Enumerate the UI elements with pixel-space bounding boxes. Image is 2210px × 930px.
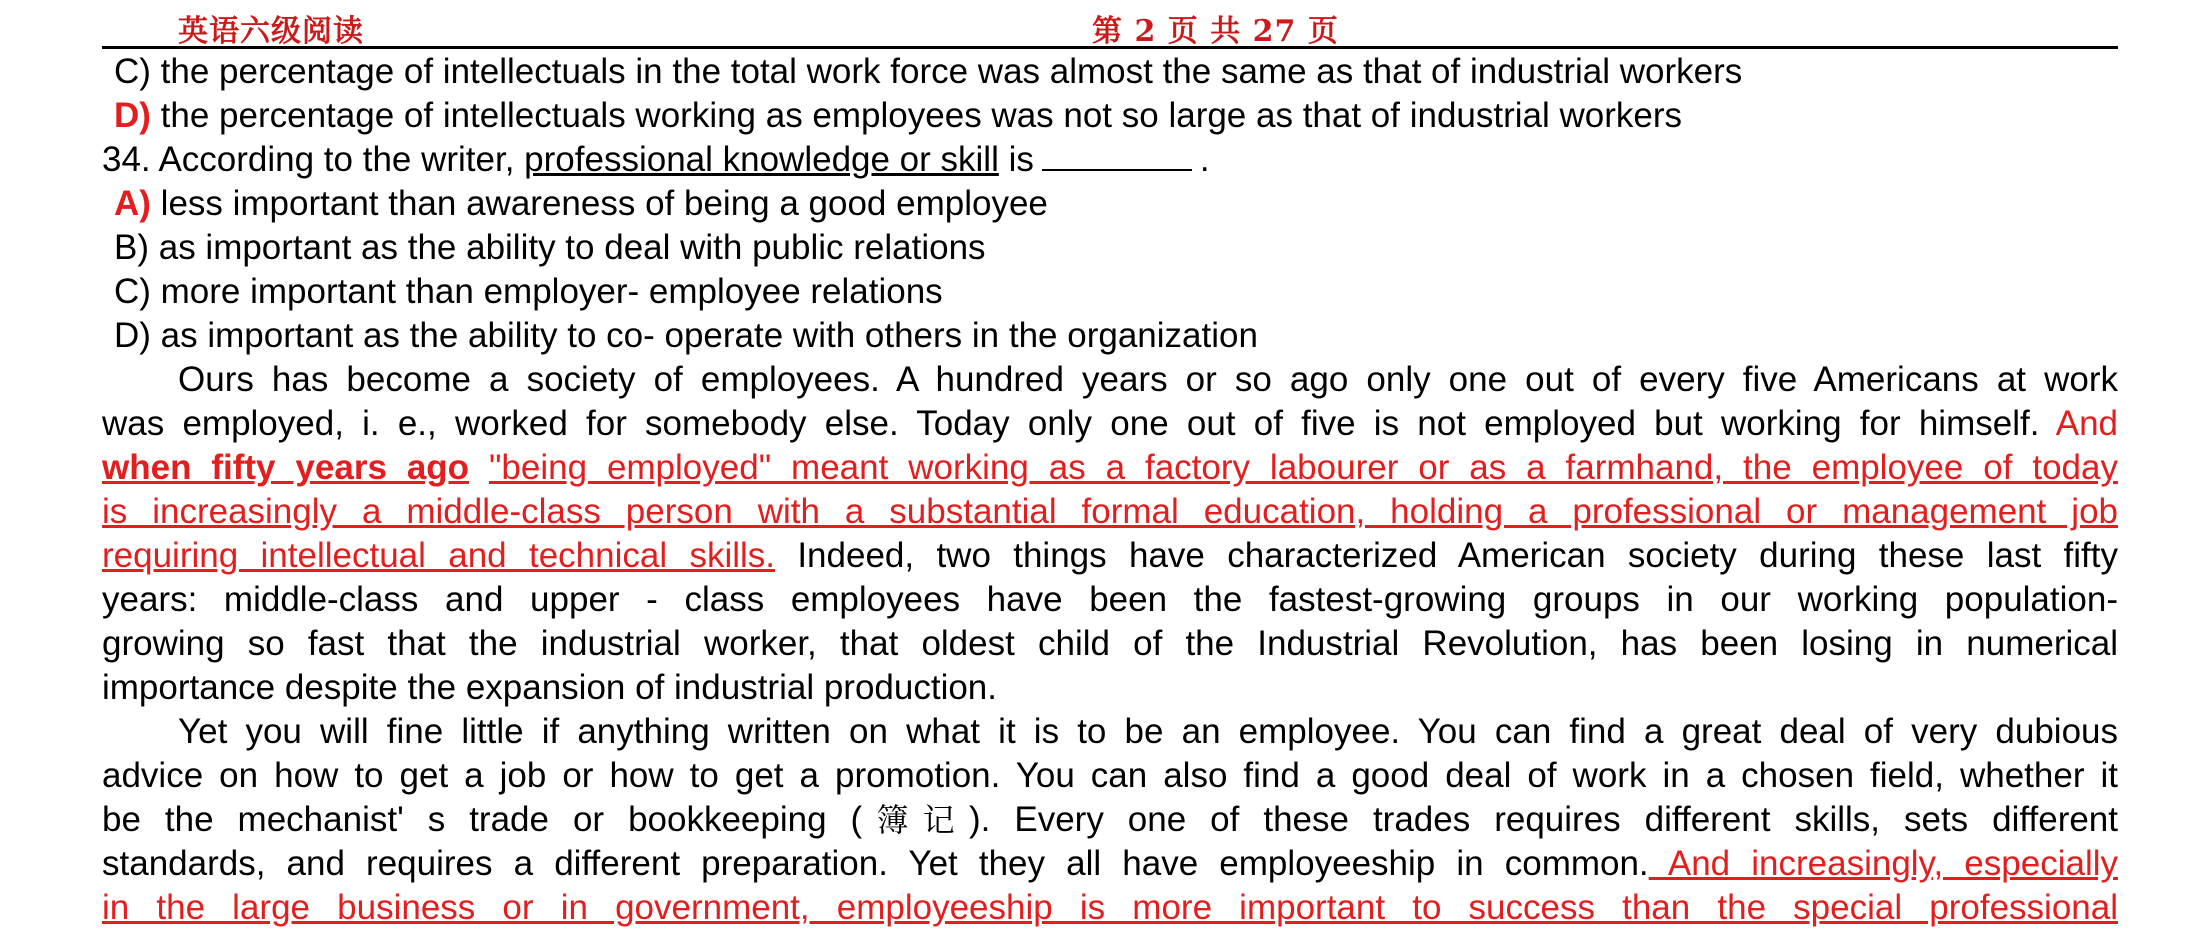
passage-text: Indeed, two things have characterized American society during these last fifty [775,536,2118,575]
page-number: 第 2 页 共 27 页 [1092,14,1339,49]
q34-stem-underlined: professional knowledge or skill [524,140,999,179]
q33-option-c [102,50,2118,94]
highlight-text: is increasingly a middle-class person with a substantial formal education, holding a professional or management job [102,492,2118,531]
passage-p1-line7 [102,622,2118,666]
q34-stem-suffix: is [998,140,1034,179]
passage-text: growing so fast that the industrial worker, that oldest child of the Industrial Revolution, has been losing in numerical [102,624,2118,663]
passage-p1-line4 [102,490,2118,534]
passage-p2-line2 [102,754,2118,798]
highlight-text: And increasingly, especially [1648,844,2118,883]
passage-p1-line8 [102,666,2118,710]
passage-p1-line2 [102,402,2118,446]
passage-p1-line6 [102,578,2118,622]
q34-stem-prefix: 34. According to the writer, [102,140,525,179]
highlight-text: And [2055,404,2118,443]
q33-option-d [102,94,2118,138]
highlight-text: requiring intellectual and technical skills. [102,536,775,575]
highlight-text: "being employed" meant working as a factory labourer or as a farmhand, the employee of today [488,448,2118,487]
passage-p2-line3 [102,798,2118,842]
answer-blank [1042,141,1192,171]
q34-option-a-label: A) [114,184,151,223]
q33-option-d-text: the percentage of intellectuals working as employees was not so large as that of industrial workers [150,96,1683,135]
q34-option-a [102,182,2118,226]
passage-text: Ours has become a society of employees. A hundred years or so ago only one out of every five Americans at work [178,360,2118,399]
q33-option-d-label: D) [114,96,151,135]
spacer-text [469,448,489,487]
passage-text: was employed, i. e., worked for somebody else. Today only one out of five is not employed but working for himself. [102,404,2056,443]
passage-p2-line1 [102,710,2118,754]
passage-text: advice on how to get a job or how to get a promotion. You can also find a good deal of work in a chosen field, whether it [102,756,2118,795]
q34-stem-end: . [1199,140,1210,179]
passage-text: standards, and requires a different preparation. Yet they all have employeeship in common. [102,844,1649,883]
page-header [102,6,2118,49]
q34-option-b [102,226,2118,270]
passage-p2-line4 [102,842,2118,886]
highlight-bold-text: when fifty years ago [102,448,470,487]
q34-option-d-text: D) as important as the ability to co- operate with others in the organization [114,316,1258,355]
passage-p2-line5 [102,886,2118,930]
q34-option-a-text: less important than awareness of being a good employee [150,184,1048,223]
q34-option-c [102,270,2118,314]
highlight-text: in the large business or in government, employeeship is more important to success than the special professional [102,888,2118,927]
q34-stem [102,138,2118,182]
chinese-gloss: 簿记 [862,801,969,839]
passage-p1-line1 [102,358,2118,402]
passage-text: ). Every one of these trades requires different skills, sets different [969,800,2118,839]
passage-p1-line3 [102,446,2118,490]
q33-option-c-text: C) the percentage of intellectuals in the total work force was almost the same as that of industrial workers [114,52,1743,91]
passage-text: Yet you will fine little if anything written on what it is to be an employee. You can find a great deal of very dubious [178,712,2118,751]
q34-option-c-text: C) more important than employer- employee relations [114,272,943,311]
q34-option-d [102,314,2118,358]
passage-text: years: middle-class and upper - class employees have been the fastest-growing groups in our working population- [102,580,2118,619]
header-title: 英语六级阅读 [178,14,364,49]
q34-option-b-text: B) as important as the ability to deal with public relations [114,228,986,267]
passage-p1-line5 [102,534,2118,578]
passage-text: be the mechanist' s trade or bookkeeping ( [102,800,863,839]
document-body [102,50,2118,930]
passage-text: importance despite the expansion of industrial production. [102,668,997,707]
